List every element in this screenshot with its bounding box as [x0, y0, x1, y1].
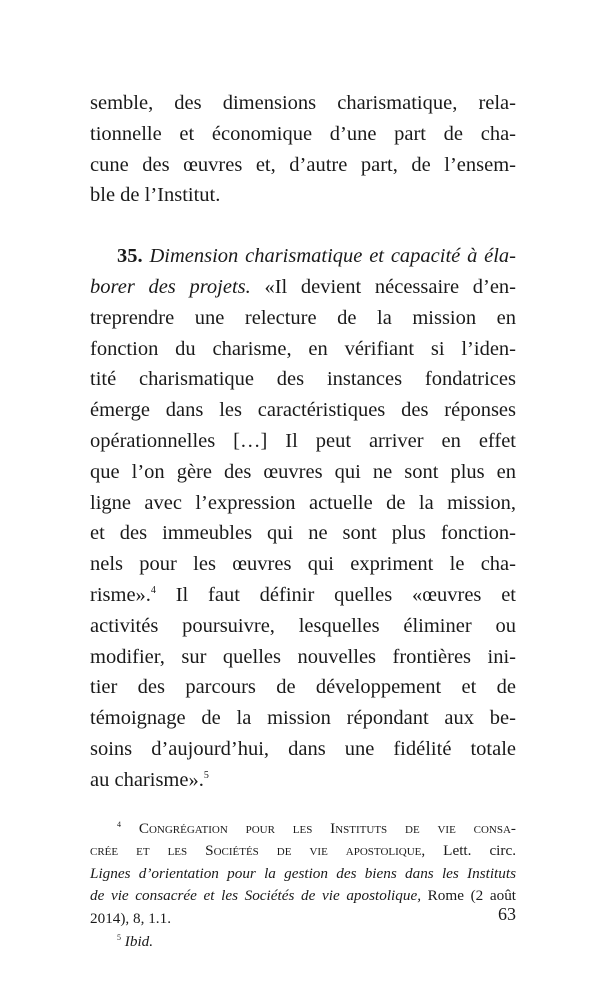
footnote-marker: 4: [117, 819, 121, 829]
text-line: opérationnelles […] Il peut arriver en effet: [90, 429, 516, 452]
text-line: tier des parcours de développement et de: [90, 676, 516, 699]
paragraph-heading: Dimension charismatique et capacité à éla-: [149, 245, 517, 268]
text-line: soins d’aujourd’hui, dans une fidélité totale: [90, 737, 516, 760]
text-line: borer des projets. «Il devient nécessaire d’en-: [90, 275, 517, 298]
text-line: au charisme».$^5$: [90, 768, 209, 791]
footnote-4: $^4$ Congrégation pour les Instituts de vie consa-: [117, 819, 516, 837]
page-number: 63: [498, 904, 516, 924]
footnote-5: $^5$ Ibid.: [117, 932, 154, 950]
footnote-ref: 4: [150, 584, 156, 596]
footnote-line: de vie consacrée et les Sociétés de vie apostolique, Rome (2 août: [90, 887, 517, 905]
footnote-marker: 5: [117, 932, 121, 942]
footnote-ref: 5: [203, 769, 209, 781]
paragraph-heading-line: [90, 241, 516, 272]
text-line: treprendre une relecture de la mission en: [90, 306, 516, 329]
page-body: [90, 88, 516, 953]
text-line: ble de l’Institut.: [90, 184, 221, 207]
text-line: ligne avec l’expression actuelle de la mission,: [90, 491, 516, 514]
text-line: et des immeubles qui ne sont plus fonction-: [90, 522, 516, 545]
text-line: modifier, sur quelles nouvelles frontières ini-: [90, 645, 516, 668]
text-line: tité charismatique des instances fondatrices: [90, 368, 516, 391]
paragraph-heading: borer des projets.: [90, 275, 251, 298]
text-line: témoignage de la mission répondant aux be-: [90, 707, 516, 730]
text-line: émerge dans les caractéristiques des réponses: [90, 399, 516, 422]
text-line: activités poursuivre, lesquelles éliminer ou: [90, 614, 516, 637]
text-line: risme».$^4$ Il faut définir quelles «œuvres et: [90, 583, 516, 606]
text-line: cune des œuvres et, d’autre part, de l’ensem-: [90, 153, 516, 176]
footnotes: [90, 818, 516, 954]
text-line: fonction du charisme, en vérifiant si l’iden-: [90, 337, 516, 360]
footnote-line: Lignes d’orientation pour la gestion des biens dans les Instituts: [90, 864, 516, 882]
text-line: semble, des dimensions charismatique, rela-: [90, 92, 516, 114]
text-line: tionnelle et économique d’une part de cha-: [90, 122, 516, 145]
text-line: nels pour les œuvres qui expriment le cha-: [90, 553, 516, 576]
text-line: que l’on gère des œuvres qui ne sont plus en: [90, 460, 516, 483]
paragraph-number: 35.: [117, 245, 143, 268]
footnote-line: crée et les Sociétés de vie apostolique, Lett. circ.: [90, 842, 516, 860]
footnote-line: 2014), 8, 1.1.: [90, 909, 171, 927]
